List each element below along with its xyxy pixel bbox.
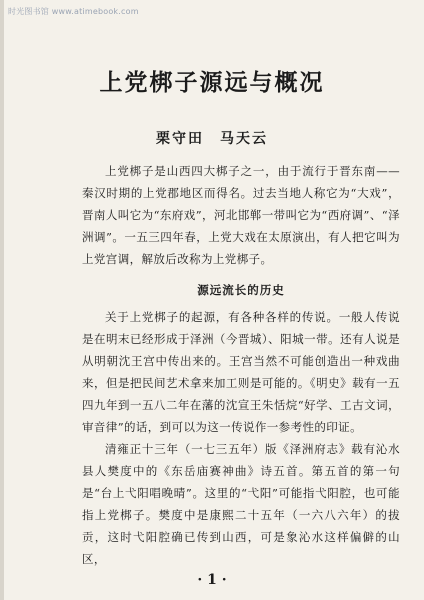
section-heading: 源远流长的历史 (197, 283, 285, 297)
article-title: 上党梆子源远与概况 (99, 69, 325, 96)
article-body (82, 160, 400, 570)
authors: 栗守田 马天云 (156, 131, 268, 147)
history-paragraph-2: 清雍正十三年（一七三五年）版《泽洲府志》载有沁水县人樊度中的《东岳庙赛神曲》诗五首。第五首的第一句是“台上弋阳唱晚晴”。这里的“弋阳”可能指弋阳腔，也可能指上党梆子。樊度中是康熙二十五年（一六八六年）的拔贡，这时弋阳腔确已传到山西，可是象沁水这样偏僻的山区， (82, 442, 400, 566)
watermark: 时光图书馆 www.atimebook.com (8, 7, 139, 16)
history-paragraph-1: 关于上党梆子的起源，有各种各样的传说。一般人传说是在明末已经形成于泽洲（今晋城）、阳城一带。还有人说是从明朝沈王宫中传出来的。王宫当然不可能创造出一种戏曲来，但是把民间艺术拿来加工则是可能的。《明史》载有一五四九年到一五八二年在藩的沈宣王朱恬烷“好学、工古文词，审音律”的话，到可以为这一传说作一参考性的印证。 (82, 310, 400, 434)
page-number: · 1 · (197, 572, 227, 588)
intro-paragraph: 上党梆子是山西四大梆子之一，由于流行于晋东南——秦汉时期的上党郡地区而得名。过去当地人称它为“大戏”，晋南人叫它为“东府戏”，河北邯郸一带叫它为“西府调”、“泽洲调”。一五三四年春，上党大戏在太原演出，有人把它叫为上党宫调，解放后改称为上党梆子。 (82, 164, 400, 266)
